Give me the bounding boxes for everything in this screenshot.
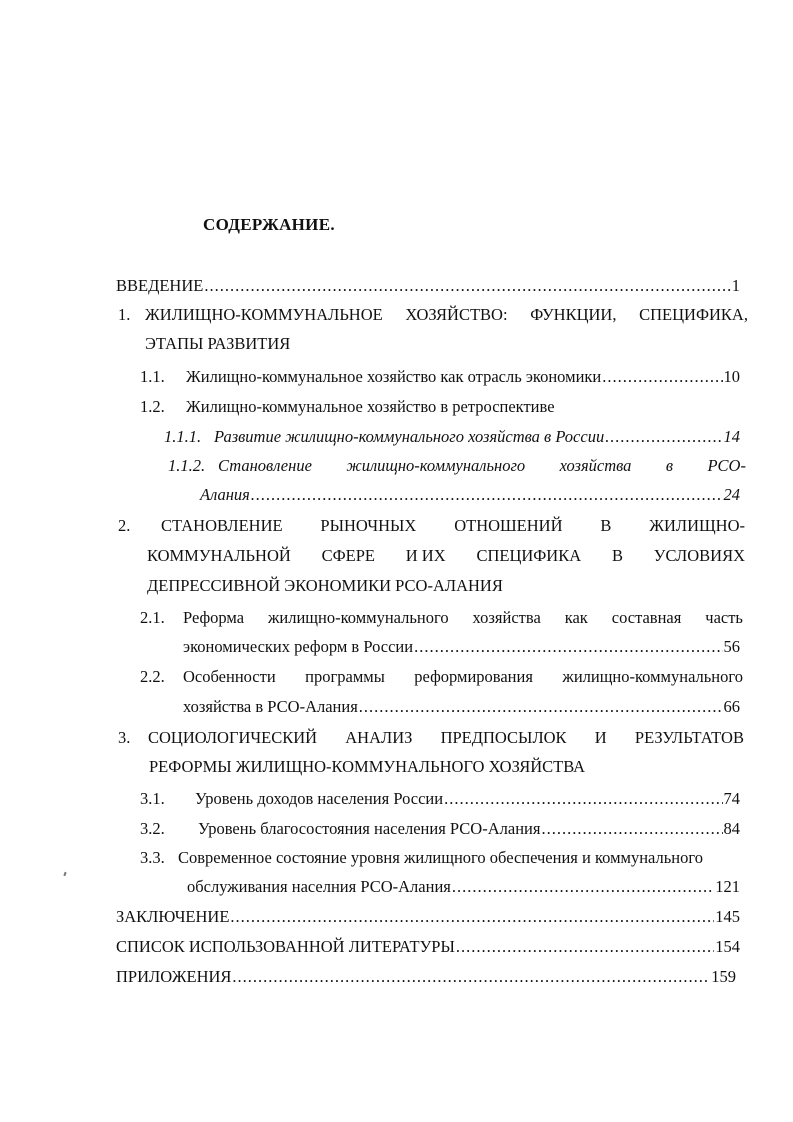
page-title: СОДЕРЖАНИЕ. (203, 215, 335, 234)
word: в (665, 456, 674, 475)
toc-entry-references (116, 937, 740, 957)
toc-label: Современное состояние уровня жилищного обеспечения и коммунального (178, 848, 703, 867)
leader-dots (452, 877, 714, 897)
section-title-line (183, 608, 743, 628)
word: СФЕРЕ (321, 546, 375, 565)
word: программы (305, 667, 385, 686)
toc-page: 1 (731, 276, 740, 295)
word: В (600, 516, 612, 535)
toc-section-2-1 (140, 608, 743, 628)
word: ОТНОШЕНИЙ (454, 516, 563, 535)
word: Реформа (183, 608, 245, 627)
leader-dots (359, 697, 723, 717)
chapter-title-line (148, 728, 744, 748)
toc-chapter-2 (118, 516, 745, 536)
leader-dots (444, 789, 722, 809)
word: РСО- (707, 456, 746, 475)
leader-dots (541, 819, 722, 839)
toc-page: 159 (711, 967, 736, 986)
toc-page: 74 (723, 789, 740, 808)
toc-entry-appendix (116, 967, 736, 987)
word: хозяйства (559, 456, 632, 475)
toc-section-3-3 (140, 848, 743, 868)
word: ХОЗЯЙСТВО: (405, 305, 508, 324)
leader-dots (414, 637, 722, 657)
leader-dots (232, 967, 710, 987)
section-title-line (183, 667, 743, 687)
chapter-1-title-line-2: ЭТАПЫ РАЗВИТИЯ (145, 334, 291, 353)
word: РЫНОЧНЫХ (320, 516, 417, 535)
toc-section-2-2 (140, 667, 743, 687)
leader-dots (230, 907, 714, 927)
leader-dots (456, 937, 714, 957)
leader-dots (204, 276, 730, 296)
toc-label: хозяйства в РСО-Алания (183, 697, 358, 716)
toc-label: Развитие жилищно-коммунального хозяйства в России (214, 427, 605, 446)
word: жилищно-коммунального (346, 456, 526, 475)
toc-label: СПИСОК ИСПОЛЬЗОВАННОЙ ЛИТЕРАТУРЫ (116, 937, 455, 956)
word: СТАНОВЛЕНИЕ (161, 516, 283, 535)
subsection-number: 1.1.1. (164, 427, 202, 446)
word: Становление (218, 456, 312, 475)
toc-label: Уровень доходов населения России (195, 789, 444, 808)
toc-page: 66 (723, 697, 740, 716)
chapter-title-line (145, 305, 748, 325)
toc-label: Жилищно-коммунальное хозяйство как отрасль экономики (186, 367, 602, 386)
toc-chapter-1 (118, 305, 748, 325)
chapter-2-title-line-3: ДЕПРЕССИВНОЙ ЭКОНОМИКИ РСО-АЛАНИЯ (147, 576, 503, 595)
word: КОММУНАЛЬНОЙ (147, 546, 291, 565)
word: ЖИЛИЩНО-КОММУНАЛЬНОЕ (145, 305, 383, 324)
toc-section-2-1-cont (183, 637, 740, 657)
word: СПЕЦИФИКА, (639, 305, 748, 324)
chapter-title-line (161, 516, 745, 536)
section-number: 3.2. (140, 819, 165, 838)
section-number: 3.3. (140, 848, 165, 867)
word: составная (611, 608, 682, 627)
chapter-number: 1. (118, 305, 131, 324)
word: И ИХ (405, 546, 446, 565)
toc-subsection-1-1-1 (164, 427, 740, 447)
section-number: 1.1. (140, 367, 165, 386)
toc-section-3-1 (140, 789, 740, 809)
toc-page: 10 (723, 367, 740, 386)
toc-label: экономических реформ в России (183, 637, 414, 656)
toc-label: ВВЕДЕНИЕ (116, 276, 204, 295)
section-number: 3.1. (140, 789, 165, 808)
toc-label: Жилищно-коммунальное хозяйство в ретроспективе (186, 397, 555, 416)
toc-chapter-3 (118, 728, 744, 748)
word: как (564, 608, 588, 627)
word: ПРЕДПОСЫЛОК (440, 728, 567, 747)
leader-dots (602, 367, 722, 387)
word: реформирования (414, 667, 533, 686)
chapter-3-title-line-2: РЕФОРМЫ ЖИЛИЩНО-КОММУНАЛЬНОГО ХОЗЯЙСТВА (149, 757, 586, 776)
subsection-number: 1.1.2. (168, 456, 206, 475)
chapter-2-title-line-2 (147, 546, 745, 566)
scan-artifact (63, 872, 66, 876)
leader-dots (251, 485, 723, 505)
toc-section-1-1 (140, 367, 740, 387)
toc-section-1-2 (140, 397, 740, 417)
toc-label: обслуживания населния РСО-Алания (187, 877, 451, 896)
word: СОЦИОЛОГИЧЕСКИЙ (148, 728, 318, 747)
word: СПЕЦИФИКА (476, 546, 582, 565)
word: ЖИЛИЩНО- (649, 516, 745, 535)
toc-page: 84 (723, 819, 740, 838)
toc-label: Алания (200, 485, 250, 504)
toc-page: 145 (715, 907, 740, 926)
toc-entry-conclusion (116, 907, 740, 927)
section-number: 1.2. (140, 397, 165, 416)
word: ФУНКЦИИ, (530, 305, 617, 324)
toc-page: 24 (723, 485, 740, 504)
word: РЕЗУЛЬТАТОВ (634, 728, 744, 747)
chapter-number: 3. (118, 728, 131, 747)
section-number: 2.2. (140, 667, 165, 686)
word: часть (705, 608, 743, 627)
word: УСЛОВИЯХ (653, 546, 745, 565)
toc-label: ЗАКЛЮЧЕНИЕ (116, 907, 230, 926)
word: хозяйства (472, 608, 541, 627)
word: В (611, 546, 623, 565)
toc-label: ПРИЛОЖЕНИЯ (116, 967, 232, 986)
toc-section-3-3-cont (187, 877, 740, 897)
subsection-title-line (218, 456, 746, 476)
word: АНАЛИЗ (345, 728, 413, 747)
toc-subsection-1-1-2-cont (200, 485, 740, 505)
word: Особенности (183, 667, 276, 686)
chapter-number: 2. (118, 516, 131, 535)
toc-entry-intro (116, 276, 740, 296)
word: жилищно-коммунального (268, 608, 449, 627)
toc-page: 56 (723, 637, 740, 656)
toc-section-3-2 (140, 819, 740, 839)
toc-subsection-1-1-2 (168, 456, 746, 476)
toc-section-2-2-cont (183, 697, 740, 717)
toc-page: 154 (715, 937, 740, 956)
toc-label: Уровень благосостояния населения РСО-Алания (198, 819, 541, 838)
toc-page: 121 (715, 877, 740, 896)
section-number: 2.1. (140, 608, 165, 627)
toc-page: 14 (723, 427, 740, 446)
word: жилищно-коммунального (562, 667, 743, 686)
word: И (594, 728, 607, 747)
leader-dots (605, 427, 722, 447)
